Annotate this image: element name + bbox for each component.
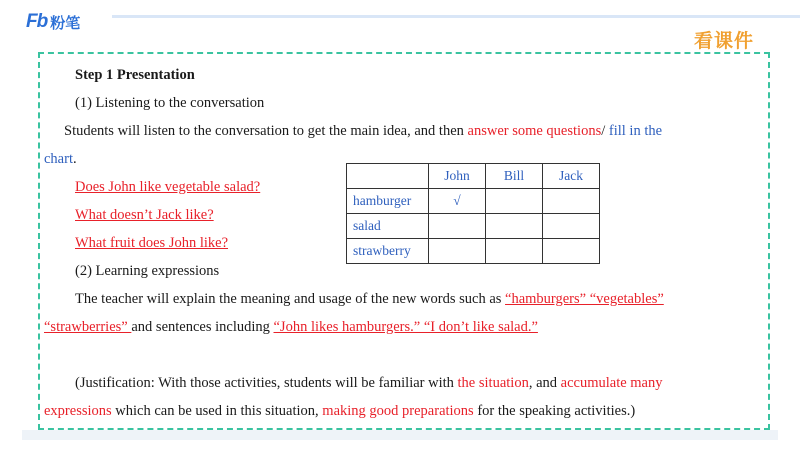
- paragraph-1-cont: [44, 149, 77, 169]
- row-label-salad: salad: [347, 214, 429, 239]
- new-words-1: “hamburgers” “vegetables”: [505, 291, 664, 307]
- header-divider: [112, 15, 800, 18]
- preparations-text: making good preparations: [322, 403, 474, 419]
- subheading-expressions: (2) Learning expressions: [75, 263, 220, 279]
- justification-text-a: (Justification: With those activities, students will be familiar with: [75, 375, 458, 391]
- table-row: [347, 189, 600, 214]
- cell-hamburger-john: √: [429, 189, 486, 214]
- table-row: [347, 239, 600, 264]
- column-jack: Jack: [543, 164, 600, 189]
- paragraph-1-text: Students will listen to the conversation to get the main idea, and then: [64, 123, 468, 139]
- fenbi-logo: [26, 11, 80, 33]
- answer-questions-text: answer some questions: [467, 123, 602, 139]
- listening-chart: [346, 163, 600, 264]
- row-label-hamburger: hamburger: [347, 189, 429, 214]
- fill-chart-text: fill in the: [608, 123, 663, 139]
- cell-salad-bill: [486, 214, 543, 239]
- justification-line-2: [44, 401, 635, 421]
- justification-text-b: , and: [528, 375, 561, 391]
- table-corner: [347, 164, 429, 189]
- justification-text-d: for the speaking activities.): [473, 403, 636, 419]
- cell-salad-jack: [543, 214, 600, 239]
- chart-word: chart: [44, 151, 73, 167]
- period: .: [72, 151, 77, 167]
- cell-hamburger-bill: [486, 189, 543, 214]
- paragraph-2-text: The teacher will explain the meaning and usage of the new words such as: [75, 291, 506, 307]
- question-1: Does John like vegetable salad?: [75, 179, 261, 195]
- column-bill: Bill: [486, 164, 543, 189]
- question-2: What doesn’t Jack like?: [75, 207, 214, 223]
- row-label-strawberry: strawberry: [347, 239, 429, 264]
- expressions-text: expressions: [44, 403, 112, 419]
- top-bar: [0, 0, 800, 40]
- step-title: Step 1 Presentation: [75, 67, 195, 83]
- watch-courseware-button[interactable]: 看课件: [694, 30, 755, 52]
- bottom-bar: [22, 430, 778, 440]
- cell-strawberry-john: [429, 239, 486, 264]
- situation-text: the situation: [457, 375, 529, 391]
- cell-salad-john: [429, 214, 486, 239]
- paragraph-2: [75, 289, 664, 309]
- sentences-text: and sentences including: [131, 319, 274, 335]
- justification-line-1: [75, 373, 663, 393]
- justification-text-c: which can be used in this situation,: [111, 403, 323, 419]
- question-3: What fruit does John like?: [75, 235, 229, 251]
- subheading-listening: (1) Listening to the conversation: [75, 95, 265, 111]
- paragraph-1: [64, 121, 662, 141]
- slash-text: /: [601, 123, 609, 139]
- table-row: [347, 214, 600, 239]
- cell-hamburger-jack: [543, 189, 600, 214]
- column-john: John: [429, 164, 486, 189]
- paragraph-2-cont: [44, 317, 538, 337]
- table-header-row: [347, 164, 600, 189]
- logo-mark: Fb: [26, 11, 48, 32]
- cell-strawberry-jack: [543, 239, 600, 264]
- logo-text: 粉笔: [50, 13, 81, 32]
- new-words-2: “strawberries”: [44, 319, 132, 335]
- example-sentences: “John likes hamburgers.” “I don’t like salad.”: [273, 319, 538, 335]
- accumulate-text: accumulate many: [560, 375, 663, 391]
- cell-strawberry-bill: [486, 239, 543, 264]
